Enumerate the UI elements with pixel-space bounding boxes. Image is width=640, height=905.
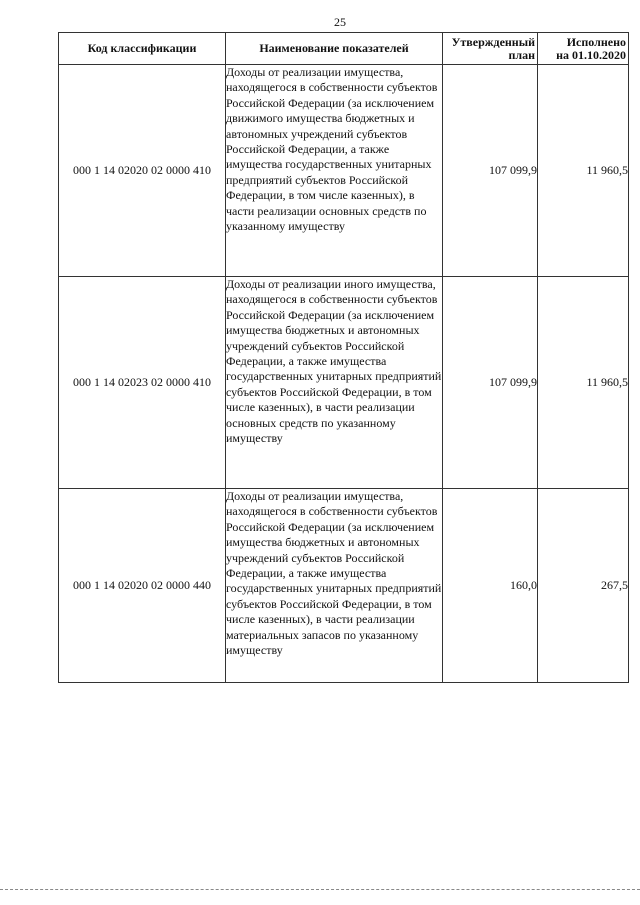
table-row bbox=[59, 277, 629, 489]
row-code: 000 1 14 02023 02 0000 410 bbox=[59, 277, 226, 489]
row-plan: 160,0 bbox=[443, 489, 538, 683]
row-name: Доходы от реализации имущества, находящегося в собственности субъектов Российской Федерации (за исключением имущества бюджетных и автономных учреждений субъектов Российской Федерации, а также имущества государственных унитарных предприятий субъектов Российской Федерации, в том числе казенных), в части реализации материальных запасов по указанному имуществу bbox=[226, 489, 443, 683]
row-done: 11 960,5 bbox=[538, 65, 629, 277]
table-row bbox=[59, 489, 629, 683]
header-done bbox=[538, 33, 629, 65]
table-row bbox=[59, 65, 629, 277]
header-plan-line-1: Утвержденный bbox=[451, 34, 535, 49]
scan-edge-line bbox=[0, 889, 640, 892]
header-plan-line-2: план bbox=[508, 47, 535, 62]
row-name: Доходы от реализации иного имущества, находящегося в собственности субъектов Российской Федерации (за исключением имущества бюджетных и автономных учреждений субъектов Российской Федерации, а также имущества государственных унитарных предприятий субъектов Российской Федерации, в том числе казенных), в части реализации основных средств по указанному имуществу bbox=[226, 277, 443, 489]
row-code: 000 1 14 02020 02 0000 410 bbox=[59, 65, 226, 277]
page-number: 25 bbox=[334, 15, 346, 29]
header-done-line-2: на 01.10.2020 bbox=[556, 47, 626, 62]
row-code: 000 1 14 02020 02 0000 440 bbox=[59, 489, 226, 683]
row-name: Доходы от реализации имущества, находящегося в собственности субъектов Российской Федерации (за исключением движимого имущества бюджетных и автономных учреждений субъектов Российской Федерации, а также имущества государственных унитарных предприятий субъектов Российской Федерации, в том числе казенных), в части реализации основных средств по указанному имуществу bbox=[226, 65, 443, 277]
row-plan: 107 099,9 bbox=[443, 277, 538, 489]
header-done-line-1: Исполнено bbox=[566, 34, 626, 49]
header-code: Код классификации bbox=[59, 33, 226, 65]
table-header-row bbox=[59, 33, 629, 65]
row-plan: 107 099,9 bbox=[443, 65, 538, 277]
row-done: 11 960,5 bbox=[538, 277, 629, 489]
revenue-table bbox=[58, 32, 629, 683]
header-name: Наименование показателей bbox=[226, 33, 443, 65]
header-plan bbox=[443, 33, 538, 65]
row-done: 267,5 bbox=[538, 489, 629, 683]
